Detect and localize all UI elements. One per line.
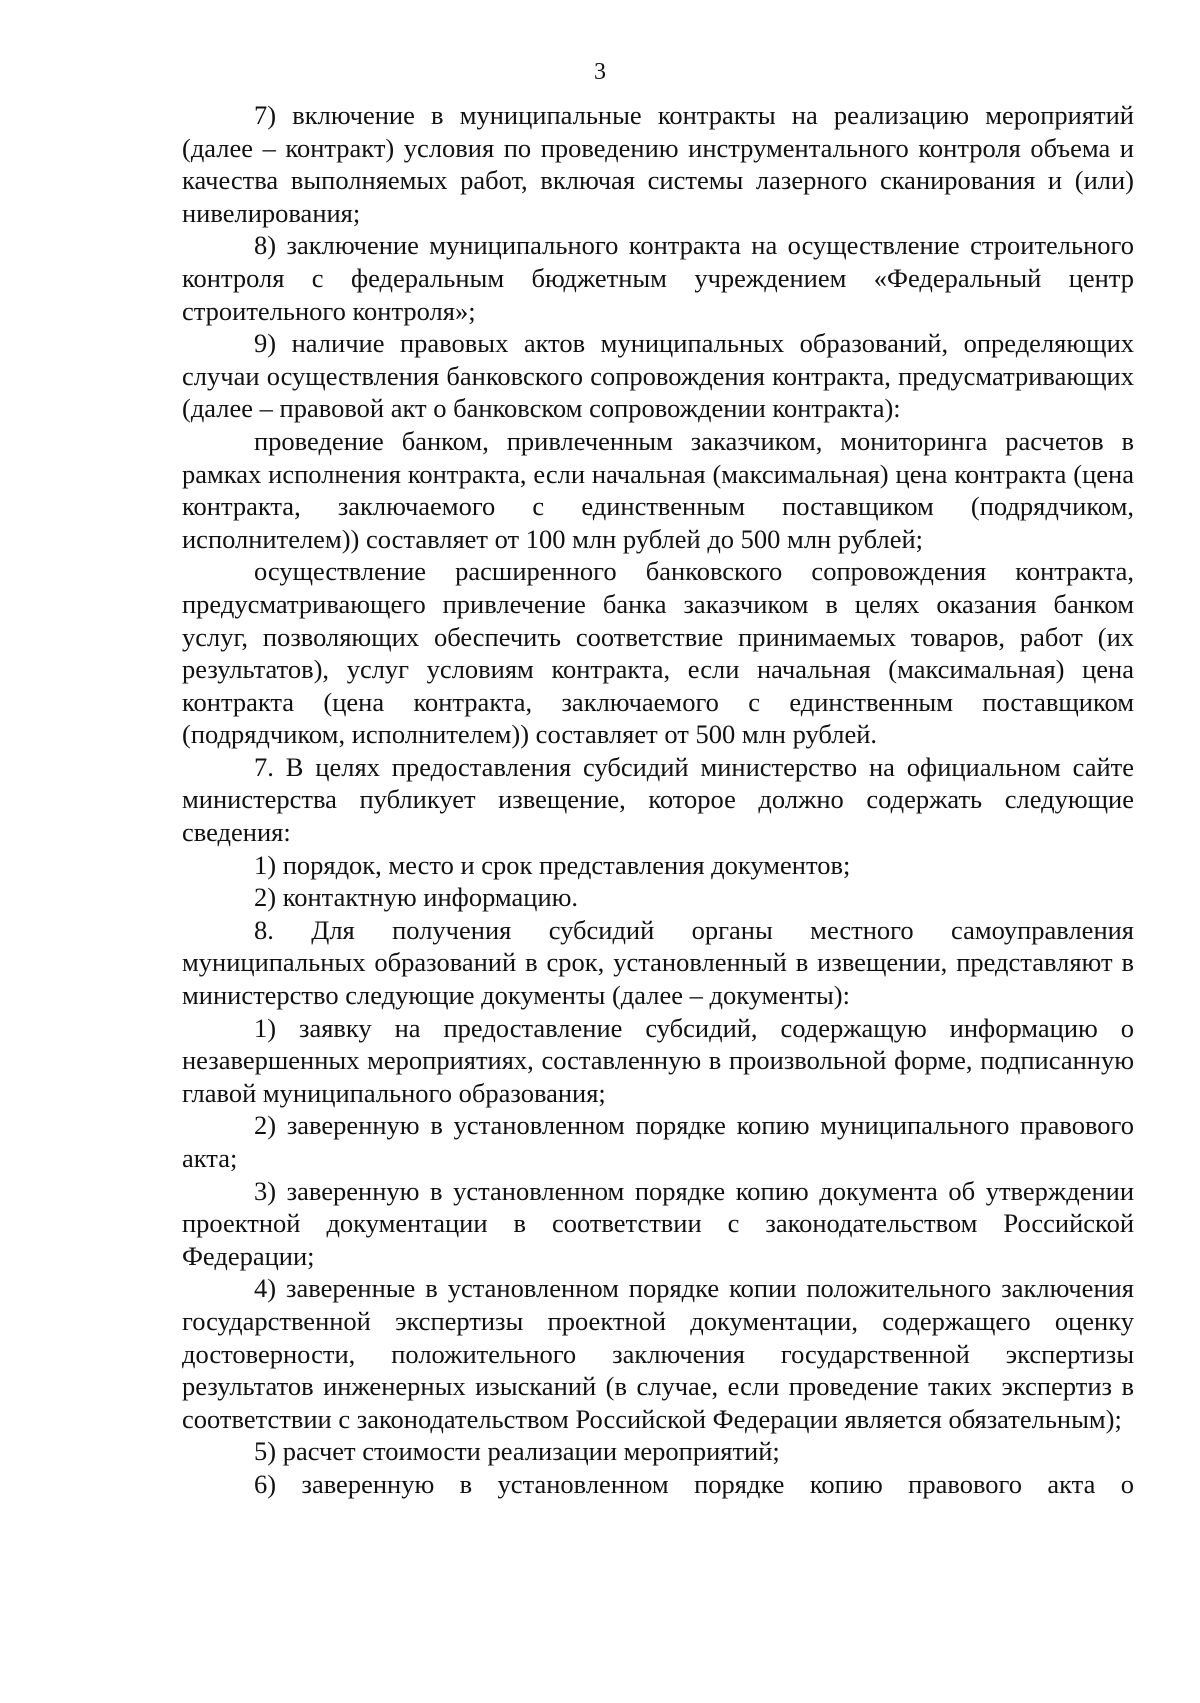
paragraph-section-7-item-1: 1) порядок, место и срок представления документов; [254, 849, 851, 880]
paragraph-section-8-item-3: 3) заверенную в установленном порядке копию документа об утверждении проектной документации в соответствии с законодательством Российской Федерации; [182, 1175, 1134, 1271]
paragraph-item-7: 7) включение в муниципальные контракты на реализацию мероприятий (далее – контракт) условия по проведению инструментального контроля объема и качества выполняемых работ, включая системы лазерного сканирования и (или) нивелирования; [182, 100, 1134, 228]
paragraph-section-8-item-1: 1) заявку на предоставление субсидий, содержащую информацию о незавершенных мероприятиях, составленную в произвольной форме, подписанную главой муниципального образования; [182, 1012, 1134, 1108]
paragraph-section-8-item-5: 5) расчет стоимости реализации мероприятий; [254, 1436, 780, 1467]
paragraph-monitoring: проведение банком, привлеченным заказчиком, мониторинга расчетов в рамках исполнения контракта, если начальная (максимальная) цена контракта (цена контракта, заключаемого с единственным поставщиком (подрядчиком, исполнителем)) составляет от 100 млн рублей до 500 млн рублей; [182, 425, 1134, 554]
paragraph-section-7: 7. В целях предоставления субсидий министерство на официальном сайте министерства публикует извещение, которое должно содержать следующие сведения: [182, 751, 1134, 848]
paragraph-section-8-item-2: 2) заверенную в установленном порядке копию муниципального правового акта; [182, 1110, 1134, 1173]
paragraph-section-8-item-4: 4) заверенные в установленном порядке копии положительного заключения государственной экспертизы проектной документации, содержащего оценку достоверности, положительного заключения государственной экспертизы результатов инженерных изысканий (в случае, если проведение таких экспертиз в соответствии с законодательством Российской Федерации является обязательным); [182, 1273, 1134, 1434]
page-number: 3 [594, 59, 606, 85]
paragraph-item-9: 9) наличие правовых актов муниципальных образований, определяющих случаи осуществления банковского сопровождения контракта, предусматривающих (далее – правовой акт о банковском сопровождении контракта): [182, 328, 1134, 424]
paragraph-extended-support: осуществление расширенного банковского сопровождения контракта, предусматривающего привлечение банка заказчиком в целях оказания банком услуг, позволяющих обеспечить соответствие принимаемых товаров, работ (их результатов), услуг условиям контракта, если начальная (максимальная) цена контракта (цена контракта, заключаемого с единственным поставщиком (подрядчиком, исполнителем)) составляет от 500 млн рублей. [182, 556, 1134, 750]
paragraph-section-8-item-6: 6) заверенную в установленном порядке копию правового акта о [254, 1468, 1134, 1499]
document-body [182, 99, 1134, 1501]
paragraph-section-7-item-2: 2) контактную информацию. [254, 882, 579, 913]
paragraph-section-8: 8. Для получения субсидий органы местного самоуправления муниципальных образований в срок, установленный в извещении, представляют в министерство следующие документы (далее – документы): [182, 914, 1134, 1011]
paragraph-item-8: 8) заключение муниципального контракта на осуществление строительного контроля с федеральным бюджетным учреждением «Федеральный центр строительного контроля»; [182, 230, 1134, 326]
